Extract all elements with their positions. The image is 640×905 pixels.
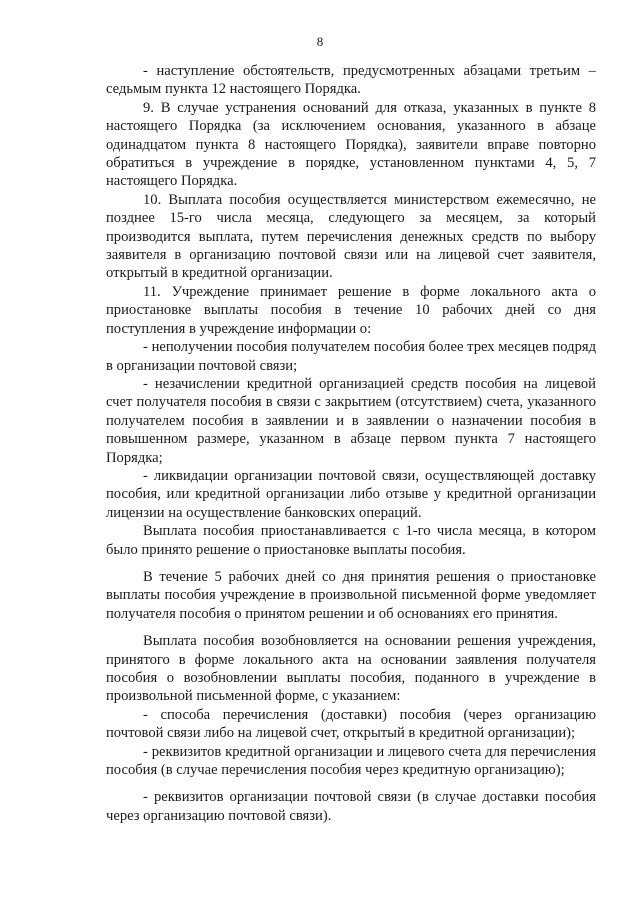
paragraph-item-9: 9. В случае устранения оснований для отказа, указанных в пункте 8 настоящего Порядка (за исключением основания, указанного в абзаце одинадцатом пункта 8 настоящего Порядка), заявители вправе повторно обратиться в учреждение в порядке, установленном пунктами 4, 5, 7 настоящего Порядка.: [106, 99, 596, 190]
document-body: [106, 62, 596, 825]
paragraph-item: - наступление обстоятельств, предусмотренных абзацами третьим – седьмым пункта 12 настоящего Порядка.: [106, 63, 596, 98]
list-item: - реквизитов кредитной организации и лицевого счета для перечисления пособия (в случае перечисления пособия через кредитную организацию);: [106, 743, 596, 779]
page-number: 8: [316, 34, 324, 49]
list-item: - реквизитов организации почтовой связи (в случае доставки пособия через организацию почтовой связи).: [106, 789, 596, 824]
list-item: - неполучении пособия получателем пособия более трех месяцев подряд в организации почтовой связи;: [106, 339, 596, 374]
list-item: - незачислении кредитной организацией средств пособия на лицевой счет получателя пособия в связи с закрытием (отсутствием) счета, указанного получателем пособия в заявлении и в заявлении о назначении пособия в повышенном размере, указанном в абзаце первом пункта 7 настоящего Порядка;: [106, 375, 596, 466]
paragraph-item-10: 10. Выплата пособия осуществляется министерством ежемесячно, не позднее 15-го числа месяца, следующего за месяцем, за который производится выплата, путем перечисления денежных средств по выбору заявителя в организацию почтовой связи или на лицевой счет заявителя, открытый в кредитной организации.: [106, 191, 596, 282]
paragraph: Выплата пособия приостанавливается с 1-го числа месяца, в котором было принято решение о приостановке выплаты пособия.: [106, 523, 596, 558]
paragraph: В течение 5 рабочих дней со дня принятия решения о приостановке выплаты пособия учреждение в произвольной письменной форме уведомляет получателя пособия о принятом решении и об основаниях его принятия.: [106, 568, 596, 622]
paragraph: Выплата пособия возобновляется на основании решения учреждения, принятого в форме локального акта на основании заявления получателя пособия о возобновлении выплаты пособия, поданного в учреждение в произвольной письменной форме, с указанием:: [106, 633, 596, 705]
list-item: - способа перечисления (доставки) пособия (через организацию почтовой связи либо на лицевой счет, открытый в кредитной организации);: [106, 706, 596, 742]
list-item: - ликвидации организации почтовой связи, осуществляющей доставку пособия, или кредитной организации либо отзыве у кредитной организации лицензии на осуществление банковских операций.: [106, 467, 596, 521]
paragraph-item-11: 11. Учреждение принимает решение в форме локального акта о приостановке выплаты пособия в течение 10 рабочих дней со дня поступления в учреждение информации о:: [106, 283, 596, 337]
